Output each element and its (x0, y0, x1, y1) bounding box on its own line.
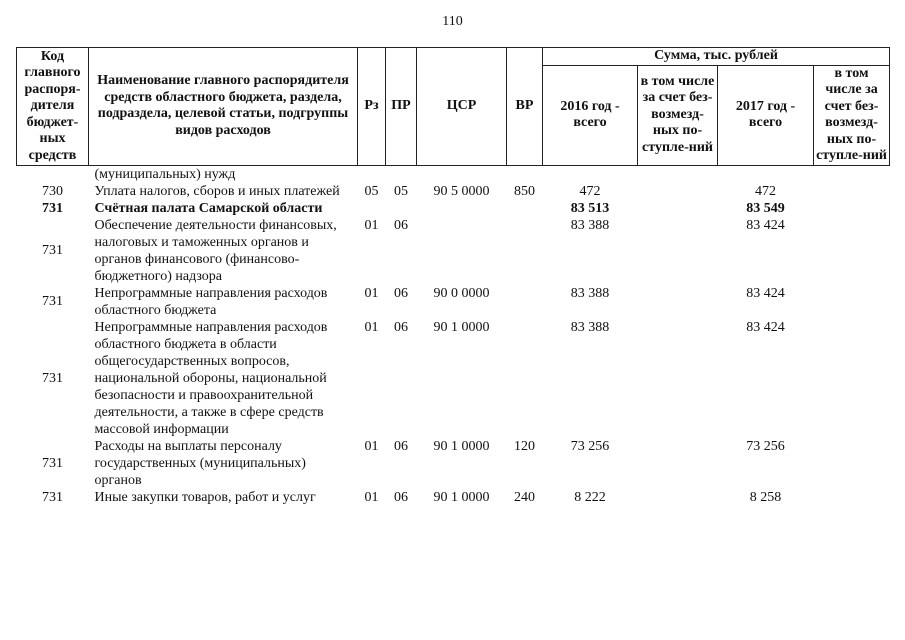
cell-2016-total: 472 (579, 183, 601, 199)
table-row (17, 183, 890, 200)
cell-2016-total: 83 388 (570, 319, 610, 335)
cell-name: Непрограммные направления расходов областного бюджета (94, 285, 328, 318)
header-2016-total: 2016 год - всего (543, 65, 638, 165)
cell-rz: 01 (364, 438, 379, 454)
cell-2017-total: 83 424 (746, 217, 785, 233)
cell-name: (муниципальных) нужд (94, 166, 236, 182)
header-2017-free: в том числе за счет без-возмезд-ных по-ступле-ний (814, 65, 890, 165)
cell-pr: 06 (394, 319, 408, 335)
header-rz: Рз (358, 48, 386, 166)
cell-code: 731 (42, 455, 63, 471)
cell-name: Иные закупки товаров, работ и услуг (94, 489, 316, 505)
header-csr: ЦСР (417, 48, 507, 166)
budget-table (16, 47, 890, 506)
cell-csr (417, 165, 507, 183)
cell-csr: 90 1 0000 (433, 438, 490, 454)
cell-2016-total: 73 256 (570, 438, 610, 454)
cell-2017-free (814, 285, 890, 319)
cell-code: 730 (42, 183, 63, 199)
cell-csr: 90 1 0000 (433, 319, 490, 335)
cell-vr (507, 285, 543, 319)
cell-pr: 06 (394, 438, 408, 454)
cell-2017-free (814, 183, 890, 200)
cell-csr: 90 0 0000 (433, 285, 490, 301)
cell-2016-total: 83 388 (570, 285, 610, 301)
cell-rz (358, 200, 386, 217)
cell-csr (417, 200, 507, 217)
table-body (17, 165, 890, 506)
cell-name: Непрограммные направления расходов областного бюджета в области общегосударственных вопросов, национальной обороны, национальной безопасности и правоохранительной деятельности, а также в сфере средств массовой информации (94, 319, 328, 437)
table-row (17, 285, 890, 319)
cell-2016-free (638, 165, 718, 183)
cell-pr (386, 165, 417, 183)
cell-code: 731 (42, 489, 63, 505)
cell-pr: 06 (394, 489, 408, 505)
cell-2016-total: 83 388 (570, 217, 610, 233)
table-row (17, 200, 890, 217)
cell-2017-total: 83 424 (746, 319, 785, 335)
cell-pr (386, 200, 417, 217)
cell-2017-total: 83 549 (746, 200, 785, 216)
cell-2017-free (814, 165, 890, 183)
cell-rz (358, 165, 386, 183)
header-sum: Сумма, тыс. рублей (543, 48, 890, 66)
cell-2016-free (638, 217, 718, 285)
cell-rz: 01 (364, 285, 379, 301)
table-row (17, 165, 890, 183)
cell-csr: 90 5 0000 (433, 183, 490, 199)
cell-2016-free (638, 489, 718, 506)
cell-code: 731 (42, 243, 63, 258)
cell-2016-free (638, 183, 718, 200)
cell-vr: 850 (514, 183, 535, 199)
cell-code: 731 (42, 294, 63, 309)
cell-name: Обеспечение деятельности финансовых, налоговых и таможенных органов и органов финансового (финансово-бюджетного) надзора (94, 217, 337, 284)
cell-2017-total (718, 165, 814, 183)
cell-rz: 01 (364, 489, 379, 505)
cell-2017-free (814, 438, 890, 489)
cell-2016-total: 8 222 (574, 489, 606, 505)
cell-vr (507, 165, 543, 183)
cell-2016-free (638, 200, 718, 217)
cell-pr: 06 (394, 217, 408, 233)
cell-2016-total (543, 165, 638, 183)
cell-rz: 01 (364, 319, 379, 335)
cell-vr: 120 (514, 438, 535, 454)
cell-rz: 05 (364, 183, 379, 199)
cell-2017-total: 472 (755, 183, 776, 199)
cell-code: 731 (42, 370, 63, 386)
cell-vr (507, 217, 543, 285)
cell-pr: 05 (394, 183, 408, 199)
cell-name: Счётная палата Самарской области (94, 200, 323, 216)
header-2016-free: в том числе за счет без-возмезд-ных по-ступле-ний (638, 65, 718, 165)
table-row (17, 489, 890, 506)
header-2017-total: 2017 год - всего (718, 65, 814, 165)
header-pr: ПР (386, 48, 417, 166)
cell-2017-free (814, 217, 890, 285)
page-number: 110 (442, 14, 463, 29)
cell-code (17, 165, 89, 183)
cell-name: Расходы на выплаты персоналу государственных (муниципальных) органов (94, 438, 306, 488)
header-vr: ВР (507, 48, 543, 166)
cell-rz: 01 (364, 217, 379, 233)
cell-csr (417, 217, 507, 285)
cell-2017-total: 83 424 (746, 285, 785, 301)
cell-vr: 240 (514, 489, 535, 505)
cell-2017-total: 8 258 (749, 489, 782, 505)
header-name: Наименование главного распорядителя средств областного бюджета, раздела, подраздела, целевой статьи, подгруппы видов расходов (89, 48, 358, 166)
cell-name: Уплата налогов, сборов и иных платежей (94, 183, 340, 199)
cell-2016-total: 83 513 (570, 200, 610, 216)
table-header (17, 48, 890, 166)
cell-pr: 06 (394, 285, 408, 301)
cell-vr (507, 200, 543, 217)
cell-2017-free (814, 489, 890, 506)
cell-csr: 90 1 0000 (433, 489, 490, 505)
table-row (17, 319, 890, 438)
table-row (17, 217, 890, 285)
cell-2017-total: 73 256 (746, 438, 785, 454)
cell-vr (507, 319, 543, 438)
header-code: Код главного распоря-дителя бюджет-ных средств (17, 48, 89, 166)
cell-2017-free (814, 319, 890, 438)
cell-2016-free (638, 438, 718, 489)
cell-2016-free (638, 319, 718, 438)
cell-2016-free (638, 285, 718, 319)
table-row (17, 438, 890, 489)
cell-2017-free (814, 200, 890, 217)
cell-code: 731 (42, 200, 63, 216)
